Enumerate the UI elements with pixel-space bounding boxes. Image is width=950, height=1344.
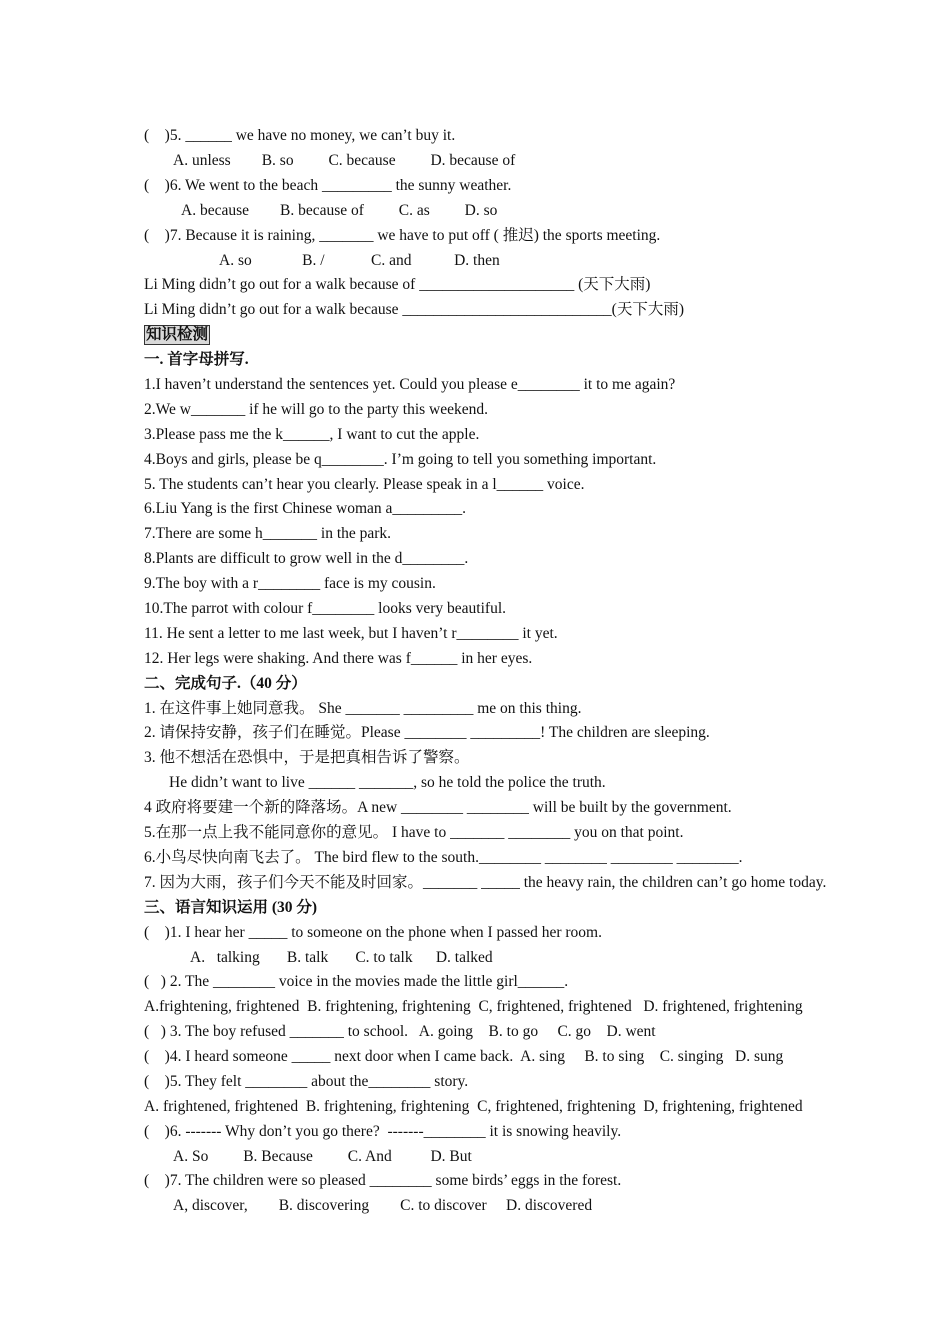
spelling-item: 12. Her legs were shaking. And there was f______ in her eyes.: [144, 650, 533, 667]
question-line: ( )5. ______ we have no money, we can’t buy it.: [144, 127, 456, 144]
sentence-item: 2. 请保持安静，孩子们在睡觉。Please ________ _________! The children are sleeping.: [144, 724, 710, 741]
answer-options: A. talking B. talk C. to talk D. talked: [190, 949, 493, 966]
knowledge-check-label: 知识检测: [146, 326, 209, 343]
spelling-item: 3.Please pass me the k______, I want to cut the apple.: [144, 426, 480, 443]
answer-options: A. So B. Because C. And D. But: [173, 1148, 472, 1165]
sentence-item: 7. 因为大雨，孩子们今天不能及时回家。_______ _____ the heavy rain, the children can’t go home today.: [144, 874, 827, 891]
question-line: ( )7. Because it is raining, _______ we have to put off ( 推迟) the sports meeting.: [144, 227, 661, 244]
answer-options: A. because B. because of C. as D. so: [181, 202, 498, 219]
spelling-item: 11. He sent a letter to me last week, but I haven’t r________ it yet.: [144, 625, 558, 642]
answer-options: A. so B. / C. and D. then: [219, 252, 500, 269]
spelling-item: 7.There are some h_______ in the park.: [144, 525, 392, 542]
spelling-item: 6.Liu Yang is the first Chinese woman a_________.: [144, 500, 467, 517]
question-line: ( ) 3. The boy refused _______ to school. A. going B. to go C. go D. went: [144, 1023, 656, 1040]
spelling-item: 8.Plants are difficult to grow well in the d________.: [144, 550, 469, 567]
sentence-line: Li Ming didn’t go out for a walk because of ____________________ (天下大雨): [144, 276, 651, 293]
question-line: ( )5. They felt ________ about the________ story.: [144, 1073, 469, 1090]
question-line: ( )7. The children were so pleased ________ some birds’ eggs in the forest.: [144, 1172, 622, 1189]
question-line: ( )6. We went to the beach _________ the sunny weather.: [144, 177, 512, 194]
sentence-item-continuation: He didn’t want to live ______ _______, so he told the police the truth.: [169, 774, 606, 791]
sentence-item: 1. 在这件事上她同意我。 She _______ _________ me on this thing.: [144, 700, 582, 717]
section-badge: [144, 324, 210, 346]
sentence-item: 6.小鸟尽快向南飞去了。 The bird flew to the south.________ ________ ________ ________.: [144, 849, 743, 866]
spelling-item: 5. The students can’t hear you clearly. Please speak in a l______ voice.: [144, 476, 585, 493]
answer-options: A.frightening, frightened B. frightening, frightening C, frightened, frightened D. frightened, frightening: [144, 998, 803, 1015]
spelling-item: 10.The parrot with colour f________ looks very beautiful.: [144, 600, 507, 617]
sentence-line: Li Ming didn’t go out for a walk because ___________________________(天下大雨): [144, 301, 684, 318]
sentence-item: 3. 他不想活在恐惧中，于是把真相告诉了警察。: [144, 749, 470, 766]
spelling-item: 4.Boys and girls, please be q________. I’m going to tell you something important.: [144, 451, 657, 468]
section-heading: 一. 首字母拼写.: [144, 351, 249, 368]
sentence-item: 5.在那一点上我不能同意你的意见。 I have to _______ ________ you on that point.: [144, 824, 684, 841]
spelling-item: 1.I haven’t understand the sentences yet. Could you please e________ it to me again?: [144, 376, 676, 393]
sentence-item: 4 政府将要建一个新的降落场。A new ________ ________ will be built by the government.: [144, 799, 732, 816]
question-line: ( )1. I hear her _____ to someone on the phone when I passed her room.: [144, 924, 602, 941]
section-heading: 二、完成句子.（40 分）: [144, 675, 307, 692]
answer-options: A, discover, B. discovering C. to discover D. discovered: [173, 1197, 593, 1214]
spelling-item: 2.We w_______ if he will go to the party this weekend.: [144, 401, 488, 418]
question-line: ( )4. I heard someone _____ next door when I came back. A. sing B. to sing C. singing D. sung: [144, 1048, 784, 1065]
question-line: ( )6. ------- Why don’t you go there? -------________ it is snowing heavily.: [144, 1123, 622, 1140]
answer-options: A. unless B. so C. because D. because of: [173, 152, 516, 169]
question-line: ( ) 2. The ________ voice in the movies made the little girl______.: [144, 973, 569, 990]
spelling-item: 9.The boy with a r________ face is my cousin.: [144, 575, 436, 592]
answer-options: A. frightened, frightened B. frightening, frightening C, frightened, frightening D, frightening, frightened: [144, 1098, 803, 1115]
section-heading: 三、语言知识运用 (30 分): [144, 899, 318, 916]
